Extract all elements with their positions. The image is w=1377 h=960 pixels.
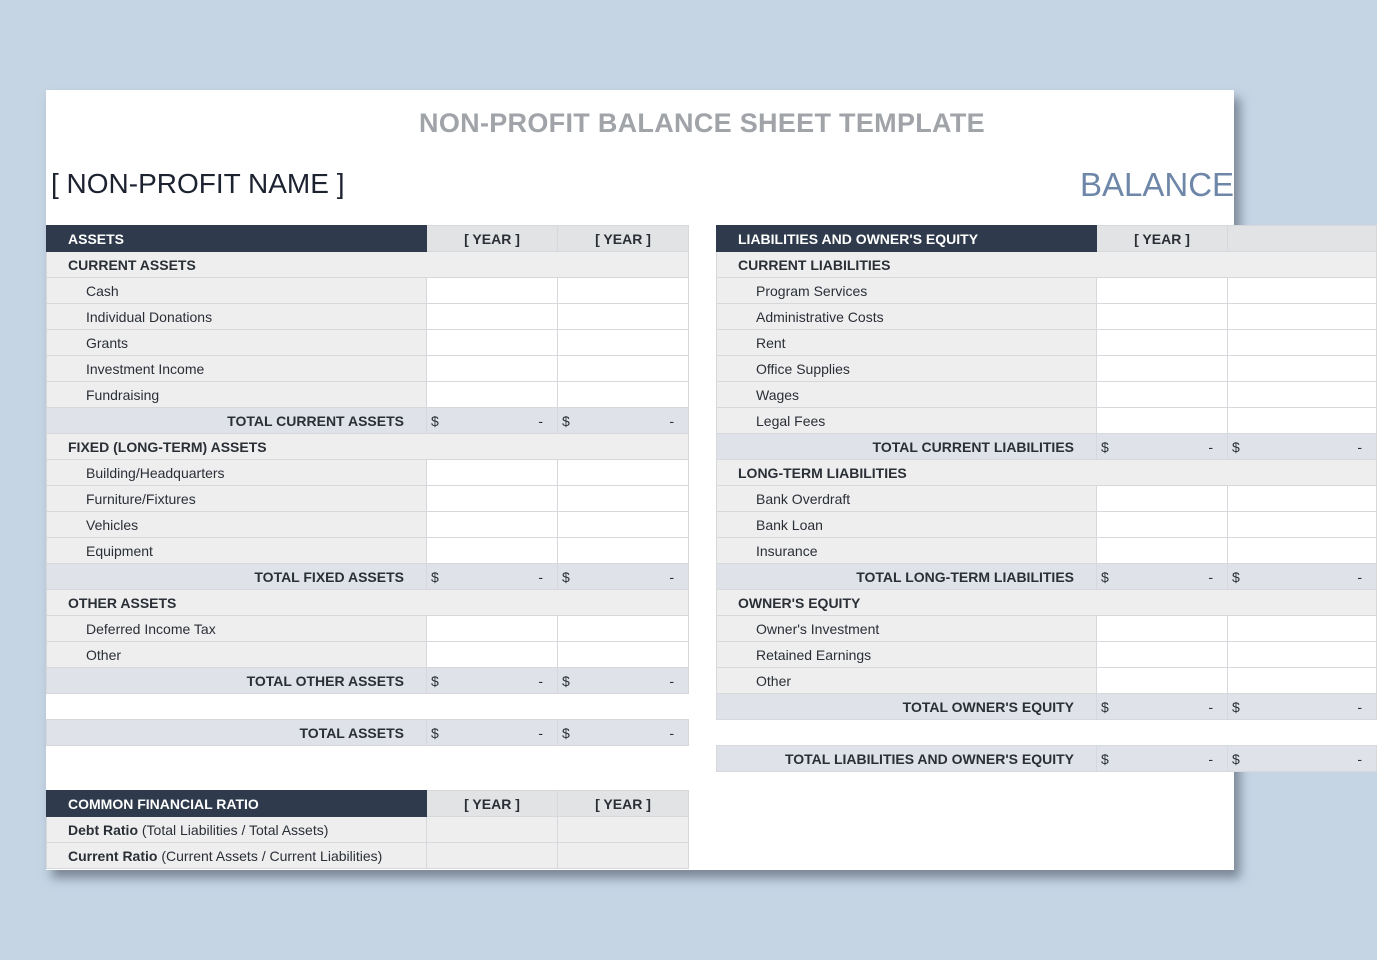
row-vehicles <box>47 512 689 538</box>
input-cell[interactable] <box>1228 408 1377 434</box>
ratio-cell[interactable] <box>558 817 689 843</box>
input-cell[interactable] <box>1097 616 1228 642</box>
total-value[interactable]: $ - <box>1097 694 1228 720</box>
input-cell[interactable] <box>427 304 558 330</box>
row-label: Retained Earnings <box>717 642 1097 668</box>
grand-total-label: TOTAL ASSETS <box>47 720 427 746</box>
section-title-current-liabilities: CURRENT LIABILITIES <box>717 252 1377 278</box>
row-label: Fundraising <box>47 382 427 408</box>
row-label: Owner's Investment <box>717 616 1097 642</box>
total-label: TOTAL FIXED ASSETS <box>47 564 427 590</box>
input-cell[interactable] <box>1228 486 1377 512</box>
assets-table <box>46 225 689 746</box>
total-label: TOTAL CURRENT LIABILITIES <box>717 434 1097 460</box>
row-total-long-term-liabilities <box>717 564 1377 590</box>
input-cell[interactable] <box>1097 486 1228 512</box>
row-label: Building/Headquarters <box>47 460 427 486</box>
section-title-long-term-liabilities: LONG-TERM LIABILITIES <box>717 460 1377 486</box>
row-owners-investment <box>717 616 1377 642</box>
total-value[interactable]: $ - <box>427 720 558 746</box>
spacer <box>47 694 689 720</box>
row-label: Individual Donations <box>47 304 427 330</box>
total-value[interactable]: $ - <box>1228 434 1377 460</box>
row-label: Insurance <box>717 538 1097 564</box>
liabilities-table <box>716 225 1377 772</box>
ratio-cell[interactable] <box>427 817 558 843</box>
row-total-assets <box>47 720 689 746</box>
row-building <box>47 460 689 486</box>
total-value[interactable]: $ - <box>1228 564 1377 590</box>
total-value[interactable]: $ - <box>1097 434 1228 460</box>
row-equipment <box>47 538 689 564</box>
row-individual-donations <box>47 304 689 330</box>
input-cell[interactable] <box>1097 538 1228 564</box>
row-label: Administrative Costs <box>717 304 1097 330</box>
liabilities-year-1[interactable]: [ YEAR ] <box>1097 226 1228 252</box>
total-value[interactable]: $ - <box>558 720 689 746</box>
input-cell[interactable] <box>427 460 558 486</box>
row-total-other-assets <box>47 668 689 694</box>
liabilities-year-2[interactable] <box>1228 226 1377 252</box>
input-cell[interactable] <box>1228 330 1377 356</box>
row-administrative-costs <box>717 304 1377 330</box>
row-bank-overdraft <box>717 486 1377 512</box>
row-legal-fees <box>717 408 1377 434</box>
balance-sheet <box>46 90 1362 870</box>
row-label: Legal Fees <box>717 408 1097 434</box>
input-cell[interactable] <box>558 382 689 408</box>
row-other-asset <box>47 642 689 668</box>
input-cell[interactable] <box>427 616 558 642</box>
input-cell[interactable] <box>1228 382 1377 408</box>
total-value[interactable]: $ - <box>558 408 689 434</box>
ratio-label: Current Ratio (Current Assets / Current Liabilities) <box>47 843 427 869</box>
input-cell[interactable] <box>558 642 689 668</box>
row-label: Equipment <box>47 538 427 564</box>
row-cash <box>47 278 689 304</box>
input-cell[interactable] <box>427 278 558 304</box>
row-label: Other <box>717 668 1097 694</box>
ratio-cell[interactable] <box>558 843 689 869</box>
input-cell[interactable] <box>1097 356 1228 382</box>
row-retained-earnings <box>717 642 1377 668</box>
row-label: Program Services <box>717 278 1097 304</box>
input-cell[interactable] <box>427 538 558 564</box>
assets-year-2[interactable]: [ YEAR ] <box>558 226 689 252</box>
input-cell[interactable] <box>1097 512 1228 538</box>
section-title-owners-equity: OWNER'S EQUITY <box>717 590 1377 616</box>
grand-total-label: TOTAL LIABILITIES AND OWNER'S EQUITY <box>717 746 1097 772</box>
input-cell[interactable] <box>1097 304 1228 330</box>
ratio-label: Debt Ratio (Total Liabilities / Total Assets) <box>47 817 427 843</box>
row-label: Grants <box>47 330 427 356</box>
input-cell[interactable] <box>1228 616 1377 642</box>
row-total-owners-equity <box>717 694 1377 720</box>
row-total-current-liabilities <box>717 434 1377 460</box>
total-value[interactable]: $ - <box>1228 694 1377 720</box>
total-label: TOTAL CURRENT ASSETS <box>47 408 427 434</box>
input-cell[interactable] <box>1097 278 1228 304</box>
total-value[interactable]: $ - <box>1097 564 1228 590</box>
row-other-equity <box>717 668 1377 694</box>
row-total-fixed-assets <box>47 564 689 590</box>
total-value[interactable]: $ - <box>427 408 558 434</box>
row-total-liabilities-equity <box>717 746 1377 772</box>
document-title: NON-PROFIT BALANCE SHEET TEMPLATE <box>419 108 985 138</box>
row-investment-income <box>47 356 689 382</box>
input-cell[interactable] <box>427 382 558 408</box>
org-name[interactable]: [ NON-PROFIT NAME ] <box>51 168 345 199</box>
input-cell[interactable] <box>427 512 558 538</box>
input-cell[interactable] <box>1228 356 1377 382</box>
ratio-table <box>46 790 689 869</box>
ratio-header: COMMON FINANCIAL RATIO <box>47 791 427 817</box>
ratio-cell[interactable] <box>427 843 558 869</box>
input-cell[interactable] <box>427 486 558 512</box>
input-cell[interactable] <box>558 460 689 486</box>
row-label: Furniture/Fixtures <box>47 486 427 512</box>
liabilities-header: LIABILITIES AND OWNER'S EQUITY <box>717 226 1097 252</box>
input-cell[interactable] <box>1097 330 1228 356</box>
row-label: Investment Income <box>47 356 427 382</box>
row-label: Deferred Income Tax <box>47 616 427 642</box>
total-label: TOTAL OWNER'S EQUITY <box>717 694 1097 720</box>
row-wages <box>717 382 1377 408</box>
input-cell[interactable] <box>558 330 689 356</box>
input-cell[interactable] <box>427 642 558 668</box>
section-title-current-assets: CURRENT ASSETS <box>47 252 689 278</box>
row-debt-ratio <box>47 817 689 843</box>
input-cell[interactable] <box>1228 538 1377 564</box>
row-label: Rent <box>717 330 1097 356</box>
row-label: Wages <box>717 382 1097 408</box>
input-cell[interactable] <box>1097 668 1228 694</box>
row-label: Cash <box>47 278 427 304</box>
input-cell[interactable] <box>558 486 689 512</box>
row-label: Bank Loan <box>717 512 1097 538</box>
row-office-supplies <box>717 356 1377 382</box>
input-cell[interactable] <box>1228 668 1377 694</box>
total-label: TOTAL LONG-TERM LIABILITIES <box>717 564 1097 590</box>
ratio-year-1[interactable]: [ YEAR ] <box>427 791 558 817</box>
total-value[interactable]: $ - <box>558 564 689 590</box>
assets-year-1[interactable]: [ YEAR ] <box>427 226 558 252</box>
row-grants <box>47 330 689 356</box>
input-cell[interactable] <box>558 538 689 564</box>
row-label: Vehicles <box>47 512 427 538</box>
section-title-other-assets: OTHER ASSETS <box>47 590 689 616</box>
row-insurance <box>717 538 1377 564</box>
input-cell[interactable] <box>1097 408 1228 434</box>
row-furniture <box>47 486 689 512</box>
input-cell[interactable] <box>1097 382 1228 408</box>
input-cell[interactable] <box>1228 512 1377 538</box>
total-value[interactable]: $ - <box>427 668 558 694</box>
input-cell[interactable] <box>427 330 558 356</box>
input-cell[interactable] <box>558 356 689 382</box>
total-value[interactable]: $ - <box>558 668 689 694</box>
total-value[interactable]: $ - <box>1097 746 1228 772</box>
input-cell[interactable] <box>1097 642 1228 668</box>
row-label: Office Supplies <box>717 356 1097 382</box>
row-bank-loan <box>717 512 1377 538</box>
balance-heading: BALANCE <box>1080 166 1235 203</box>
spacer <box>717 720 1377 746</box>
total-value[interactable]: $ - <box>427 564 558 590</box>
input-cell[interactable] <box>1228 304 1377 330</box>
row-label: Bank Overdraft <box>717 486 1097 512</box>
row-total-current-assets <box>47 408 689 434</box>
input-cell[interactable] <box>558 278 689 304</box>
section-title-fixed-assets: FIXED (LONG-TERM) ASSETS <box>47 434 689 460</box>
input-cell[interactable] <box>1228 642 1377 668</box>
row-deferred-income-tax <box>47 616 689 642</box>
row-rent <box>717 330 1377 356</box>
input-cell[interactable] <box>558 512 689 538</box>
input-cell[interactable] <box>1228 278 1377 304</box>
row-current-ratio <box>47 843 689 869</box>
assets-header: ASSETS <box>47 226 427 252</box>
total-label: TOTAL OTHER ASSETS <box>47 668 427 694</box>
row-fundraising <box>47 382 689 408</box>
input-cell[interactable] <box>558 616 689 642</box>
total-value[interactable]: $ - <box>1228 746 1377 772</box>
row-program-services <box>717 278 1377 304</box>
input-cell[interactable] <box>558 304 689 330</box>
input-cell[interactable] <box>427 356 558 382</box>
row-label: Other <box>47 642 427 668</box>
ratio-year-2[interactable]: [ YEAR ] <box>558 791 689 817</box>
